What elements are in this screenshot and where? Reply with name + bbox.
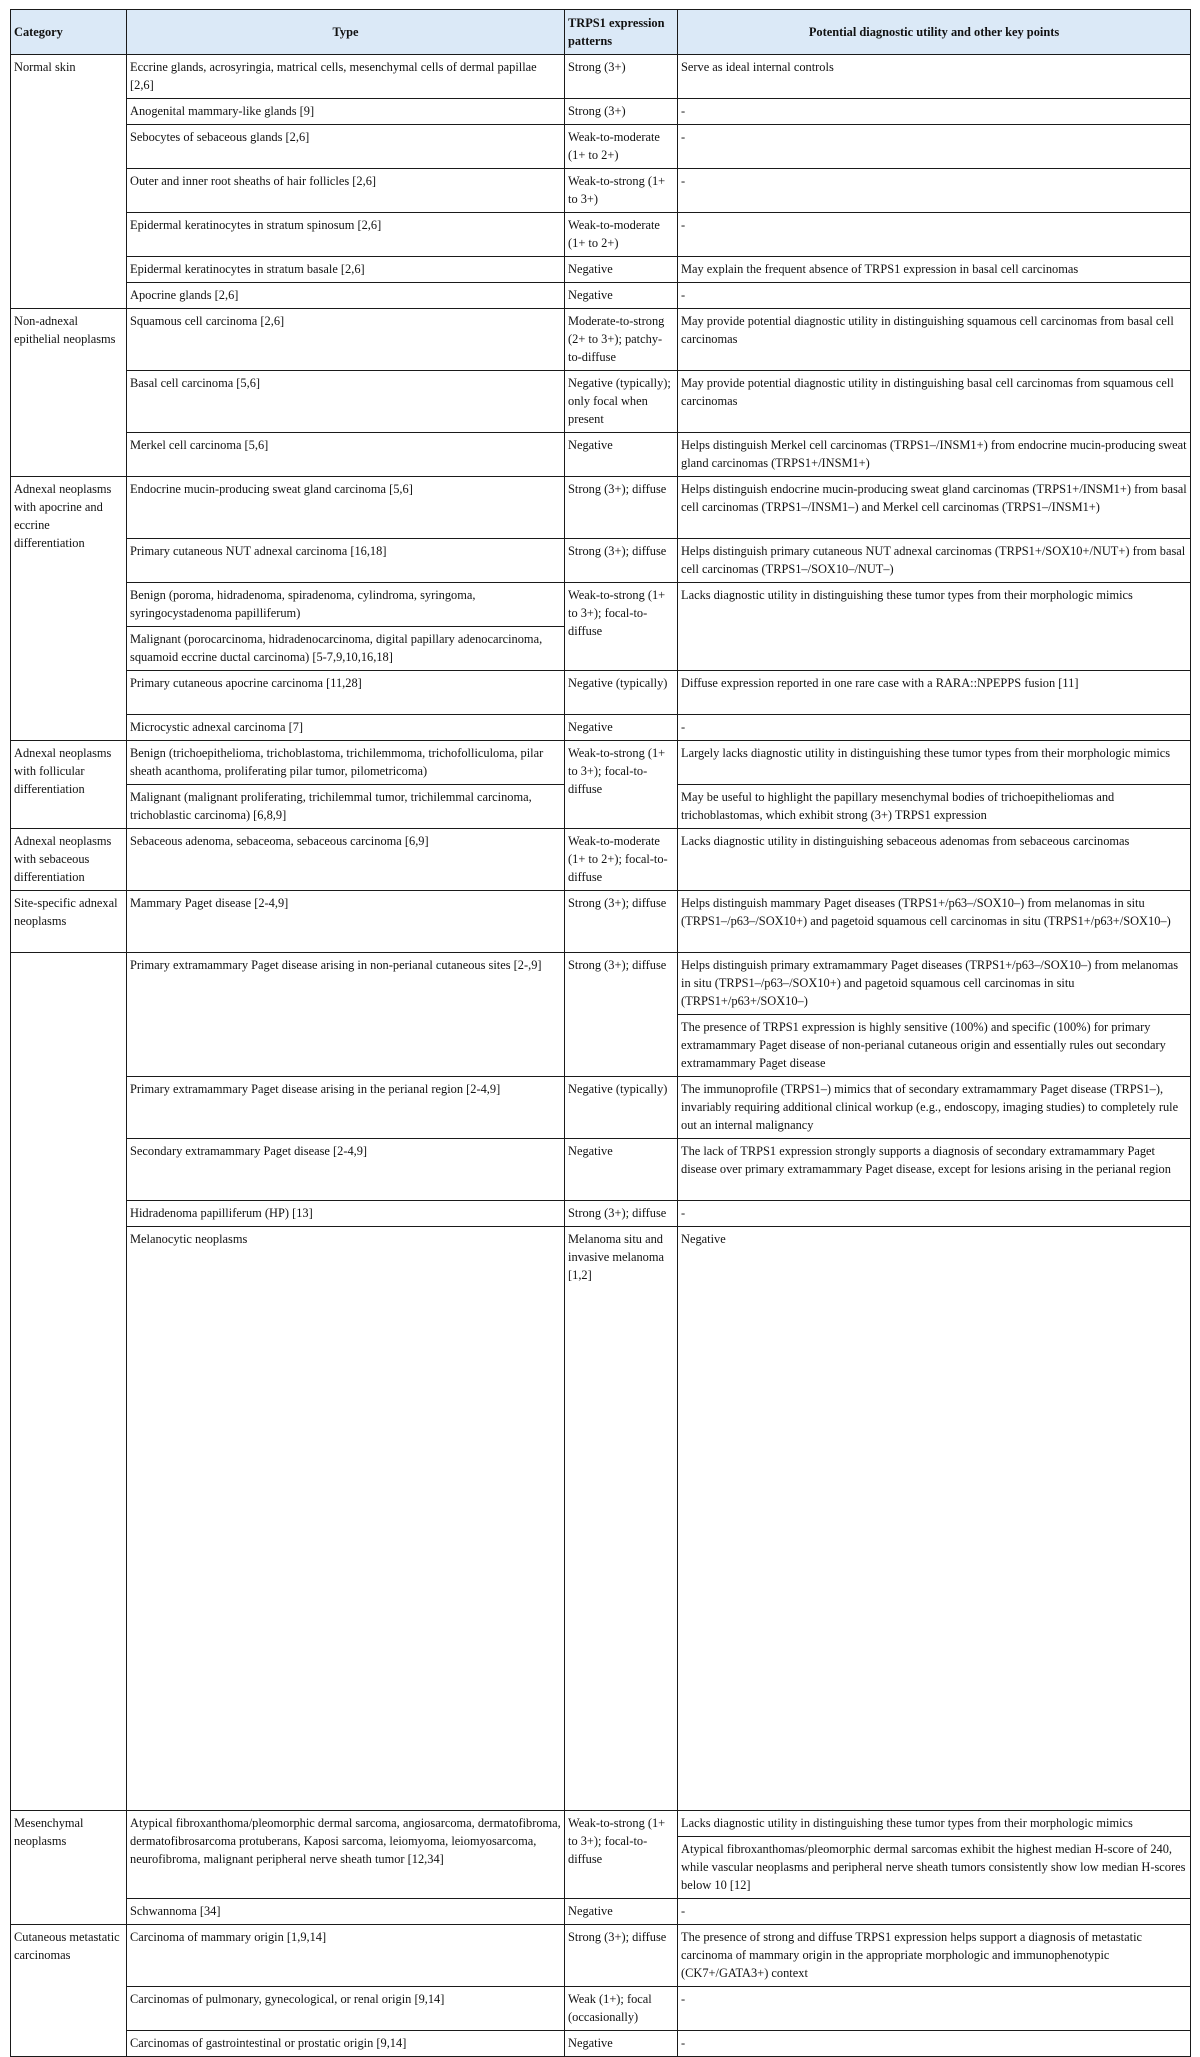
type-cell: Epidermal keratinocytes in stratum basale [2,6]	[127, 257, 565, 283]
header-utility: Potential diagnostic utility and other key points	[678, 10, 1191, 55]
type-cell: Epidermal keratinocytes in stratum spinosum [2,6]	[127, 213, 565, 257]
expression-cell: Weak-to-strong (1+ to 3+)	[565, 169, 678, 213]
table-row	[11, 99, 1191, 125]
utility-cell: Helps distinguish Merkel cell carcinomas (TRPS1–/INSM1+) from endocrine mucin-producing sweat gland carcinomas (TRPS1+/INSM1+)	[678, 433, 1191, 477]
category-cell: Adnexal neoplasms with follicular differentiation	[11, 741, 127, 829]
table-row	[11, 125, 1191, 169]
table-row	[11, 1227, 1191, 1811]
table-row	[11, 1139, 1191, 1201]
expression-cell: Weak-to-moderate (1+ to 2+); focal-to-diffuse	[565, 829, 678, 891]
table-row	[11, 1811, 1191, 1837]
table-row	[11, 283, 1191, 309]
utility-cell: May provide potential diagnostic utility in distinguishing basal cell carcinomas from squamous cell carcinomas	[678, 371, 1191, 433]
utility-cell: -	[678, 715, 1191, 741]
table-row	[11, 213, 1191, 257]
expression-cell: Negative (typically)	[565, 671, 678, 715]
utility-cell: Helps distinguish endocrine mucin-producing sweat gland carcinomas (TRPS1+/INSM1+) from basal cell carcinomas (TRPS1–/INSM1–) and Merkel cell carcinomas (TRPS1–/INSM1+)	[678, 477, 1191, 539]
type-cell: Carcinomas of gastrointestinal or prostatic origin [9,14]	[127, 2031, 565, 2057]
type-cell: Primary cutaneous NUT adnexal carcinoma [16,18]	[127, 539, 565, 583]
expression-cell: Strong (3+); diffuse	[565, 1925, 678, 1987]
type-cell: Basal cell carcinoma [5,6]	[127, 371, 565, 433]
expression-cell: Strong (3+); diffuse	[565, 539, 678, 583]
utility-cell: Diffuse expression reported in one rare case with a RARA::NPEPPS fusion [11]	[678, 671, 1191, 715]
type-cell: Squamous cell carcinoma [2,6]	[127, 309, 565, 371]
utility-cell: The immunoprofile (TRPS1–) mimics that of secondary extramammary Paget disease (TRPS1–), invariably requiring additional clinical workup (e.g., endoscopy, imaging studies) to completely rule out an internal malignancy	[678, 1077, 1191, 1139]
utility-cell: May explain the frequent absence of TRPS1 expression in basal cell carcinomas	[678, 257, 1191, 283]
type-cell: Secondary extramammary Paget disease [2-4,9]	[127, 1139, 565, 1201]
type-cell: Hidradenoma papilliferum (HP) [13]	[127, 1201, 565, 1227]
table-row	[11, 715, 1191, 741]
expression-cell: Negative	[565, 433, 678, 477]
trps1-table	[10, 9, 1191, 2057]
table-row	[11, 741, 1191, 785]
table-row	[11, 433, 1191, 477]
table-row	[11, 1925, 1191, 1987]
utility-cell: The presence of strong and diffuse TRPS1 expression helps support a diagnosis of metastatic carcinoma of mammary origin in the appropriate morphologic and immunophenotypic (CK7+/GATA3+) context	[678, 1925, 1191, 1987]
type-cell: Microcystic adnexal carcinoma [7]	[127, 715, 565, 741]
table-row	[11, 891, 1191, 953]
utility-cell: -	[678, 169, 1191, 213]
utility-cell: -	[678, 1987, 1191, 2031]
expression-cell: Negative	[565, 1139, 678, 1201]
expression-cell: Weak-to-strong (1+ to 3+); focal-to-diffuse	[565, 741, 678, 829]
category-cell: Melanocytic neoplasms	[127, 1227, 565, 1811]
type-cell: Benign (trichoepithelioma, trichoblastoma, trichilemmoma, trichofolliculoma, pilar sheath acanthoma, proliferating pilar tumor, pilometricoma)	[127, 741, 565, 785]
expression-cell: Negative (typically); only focal when present	[565, 371, 678, 433]
expression-cell: Negative	[565, 715, 678, 741]
category-cell: Adnexal neoplasms with sebaceous differentiation	[11, 829, 127, 891]
utility-cell: -	[678, 1899, 1191, 1925]
expression-cell: Moderate-to-strong (2+ to 3+); patchy-to-diffuse	[565, 309, 678, 371]
type-cell: Malignant (malignant proliferating, trichilemmal tumor, trichilemmal carcinoma, trichoblastic carcinoma) [6,8,9]	[127, 785, 565, 829]
type-cell: Primary extramammary Paget disease arising in non-perianal cutaneous sites [2-,9]	[127, 953, 565, 1077]
category-cell: Adnexal neoplasms with apocrine and eccrine differentiation	[11, 477, 127, 741]
expression-cell: Negative	[565, 2031, 678, 2057]
expression-cell: Strong (3+)	[565, 99, 678, 125]
utility-cell: -	[678, 213, 1191, 257]
expression-cell: Strong (3+)	[565, 55, 678, 99]
utility-cell: Helps distinguish primary cutaneous NUT adnexal carcinomas (TRPS1+/SOX10+/NUT+) from basal cell carcinomas (TRPS1–/SOX10–/NUT–)	[678, 539, 1191, 583]
utility-cell: -	[678, 2031, 1191, 2057]
table-row	[11, 671, 1191, 715]
table-row	[11, 309, 1191, 371]
utility-cell: Lacks diagnostic utility in distinguishing these tumor types from their morphologic mimics	[678, 583, 1191, 671]
type-cell: Malignant (porocarcinoma, hidradenocarcinoma, digital papillary adenocarcinoma, squamoid eccrine ductal carcinoma) [5-7,9,10,16,18]	[127, 627, 565, 671]
header-category: Category	[11, 10, 127, 55]
header-expression: TRPS1 expression patterns	[565, 10, 678, 55]
table-row	[11, 257, 1191, 283]
utility-cell: The lack of TRPS1 expression strongly supports a diagnosis of secondary extramammary Paget disease over primary extramammary Paget disease, except for lesions arising in the perianal region	[678, 1139, 1191, 1201]
table-row	[11, 55, 1191, 99]
type-cell: Carcinoma of mammary origin [1,9,14]	[127, 1925, 565, 1987]
expression-cell: Strong (3+); diffuse	[565, 477, 678, 539]
type-cell: Outer and inner root sheaths of hair follicles [2,6]	[127, 169, 565, 213]
type-cell: Carcinomas of pulmonary, gynecological, or renal origin [9,14]	[127, 1987, 565, 2031]
utility-cell: Lacks diagnostic utility in distinguishing sebaceous adenomas from sebaceous carcinomas	[678, 829, 1191, 891]
utility-cell: -	[678, 125, 1191, 169]
type-cell: Melanoma situ and invasive melanoma [1,2]	[565, 1227, 678, 1811]
table-row	[11, 829, 1191, 891]
category-cell: Normal skin	[11, 55, 127, 309]
type-cell: Benign (poroma, hidradenoma, spiradenoma, cylindroma, syringoma, syringocystadenoma papilliferum)	[127, 583, 565, 627]
expression-cell: Strong (3+); diffuse	[565, 1201, 678, 1227]
utility-cell: The presence of TRPS1 expression is highly sensitive (100%) and specific (100%) for primary extramammary Paget disease of non-perianal cutaneous origin and essentially rules out secondary extramammary Paget disease	[678, 1015, 1191, 1077]
header-type: Type	[127, 10, 565, 55]
expression-cell: Negative	[565, 283, 678, 309]
table-row	[11, 1077, 1191, 1139]
utility-cell: Lacks diagnostic utility in distinguishing these tumor types from their morphologic mimics	[678, 1811, 1191, 1837]
category-cell: Site-specific adnexal neoplasms	[11, 891, 127, 953]
expression-cell: Weak-to-strong (1+ to 3+); focal-to-diffuse	[565, 583, 678, 671]
expression-cell: Weak (1+); focal (occasionally)	[565, 1987, 678, 2031]
type-cell: Primary extramammary Paget disease arising in the perianal region [2-4,9]	[127, 1077, 565, 1139]
expression-cell: Negative (typically)	[565, 1077, 678, 1139]
expression-cell: Weak-to-moderate (1+ to 2+)	[565, 213, 678, 257]
expression-cell: Weak-to-strong (1+ to 3+); focal-to-diffuse	[565, 1811, 678, 1899]
table-row	[11, 371, 1191, 433]
utility-cell: Helps distinguish mammary Paget diseases (TRPS1+/p63–/SOX10–) from melanomas in situ (TRPS1–/p63–/SOX10+) and pagetoid squamous cell carcinomas in situ (TRPS1+/p63+/SOX10–)	[678, 891, 1191, 953]
type-cell: Endocrine mucin-producing sweat gland carcinoma [5,6]	[127, 477, 565, 539]
type-cell: Schwannoma [34]	[127, 1899, 565, 1925]
table-row	[11, 1201, 1191, 1227]
utility-cell: Largely lacks diagnostic utility in distinguishing these tumor types from their morphologic mimics	[678, 741, 1191, 785]
category-cell: Non-adnexal epithelial neoplasms	[11, 309, 127, 477]
type-cell: Atypical fibroxanthoma/pleomorphic dermal sarcoma, angiosarcoma, dermatofibroma, dermatofibrosarcoma protuberans, Kaposi sarcoma, leiomyoma, leiomyosarcoma, neurofibroma, malignant peripheral nerve sheath tumor [12,34]	[127, 1811, 565, 1899]
utility-cell: May be useful to highlight the papillary mesenchymal bodies of trichoepitheliomas and trichoblastomas, which exhibit strong (3+) TRPS1 expression	[678, 785, 1191, 829]
category-cell: Mesenchymal neoplasms	[11, 1811, 127, 1925]
type-cell: Apocrine glands [2,6]	[127, 283, 565, 309]
category-cell	[11, 953, 127, 1811]
type-cell: Sebaceous adenoma, sebaceoma, sebaceous carcinoma [6,9]	[127, 829, 565, 891]
type-cell: Sebocytes of sebaceous glands [2,6]	[127, 125, 565, 169]
type-cell: Merkel cell carcinoma [5,6]	[127, 433, 565, 477]
table-row	[11, 1899, 1191, 1925]
table-row	[11, 953, 1191, 1015]
table-row	[11, 583, 1191, 627]
utility-cell: Atypical fibroxanthomas/pleomorphic dermal sarcomas exhibit the highest median H-score of 240, while vascular neoplasms and peripheral nerve sheath tumors consistently show low median H-scores below 10 [12]	[678, 1837, 1191, 1899]
type-cell: Primary cutaneous apocrine carcinoma [11,28]	[127, 671, 565, 715]
table-row	[11, 539, 1191, 583]
expression-cell: Weak-to-moderate (1+ to 2+)	[565, 125, 678, 169]
type-cell: Anogenital mammary-like glands [9]	[127, 99, 565, 125]
table-row	[11, 1987, 1191, 2031]
table-body	[11, 55, 1191, 2057]
utility-cell: -	[678, 99, 1191, 125]
header-row	[11, 10, 1191, 55]
utility-cell: May provide potential diagnostic utility in distinguishing squamous cell carcinomas from basal cell carcinomas	[678, 309, 1191, 371]
type-cell: Eccrine glands, acrosyringia, matrical cells, mesenchymal cells of dermal papillae [2,6]	[127, 55, 565, 99]
category-cell: Cutaneous metastatic carcinomas	[11, 1925, 127, 2057]
expression-cell: Strong (3+); diffuse	[565, 953, 678, 1077]
expression-cell: Negative	[565, 257, 678, 283]
table-row	[11, 169, 1191, 213]
utility-cell: -	[678, 283, 1191, 309]
expression-cell: Negative	[565, 1899, 678, 1925]
expression-cell: Strong (3+); diffuse	[565, 891, 678, 953]
utility-cell: -	[678, 1201, 1191, 1227]
table-row	[11, 2031, 1191, 2057]
table-row	[11, 477, 1191, 539]
expression-cell: Negative	[678, 1227, 1191, 1811]
type-cell: Mammary Paget disease [2-4,9]	[127, 891, 565, 953]
utility-cell: Helps distinguish primary extramammary Paget diseases (TRPS1+/p63–/SOX10–) from melanomas in situ (TRPS1–/p63–/SOX10+) and pagetoid squamous cell carcinomas in situ (TRPS1+/p63+/SOX10–)	[678, 953, 1191, 1015]
utility-cell: Serve as ideal internal controls	[678, 55, 1191, 99]
